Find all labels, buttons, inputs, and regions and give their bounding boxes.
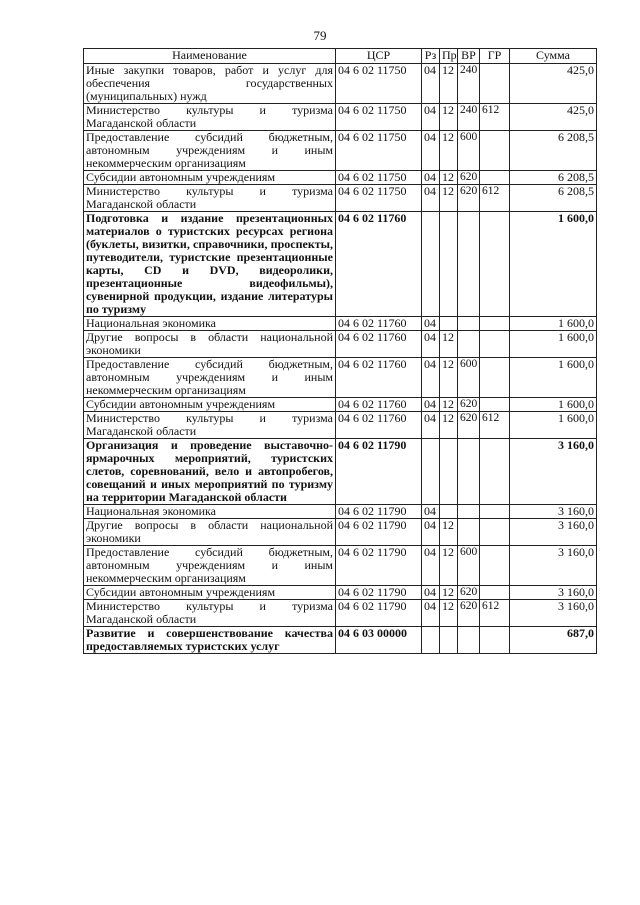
row-csr: 04 6 02 11790 xyxy=(336,505,422,519)
row-csr: 04 6 02 11790 xyxy=(336,586,422,600)
row-name: Иные закупки товаров, работ и услуг для обеспечения государственных (муниципальных) нужд xyxy=(84,64,336,104)
row-pr: 12 xyxy=(440,546,458,586)
page-number: 79 xyxy=(313,28,327,43)
row-pr: 12 xyxy=(440,185,458,212)
row-rz: 04 xyxy=(422,358,440,398)
row-rz xyxy=(422,627,440,654)
row-pr xyxy=(440,317,458,331)
table-row xyxy=(84,519,597,546)
row-name: Развитие и совершенствование качества предоставляемых туристских услуг xyxy=(84,627,336,654)
row-rz: 04 xyxy=(422,600,440,627)
row-sum: 425,0 xyxy=(510,64,597,104)
row-sum: 1 600,0 xyxy=(510,398,597,412)
row-gr xyxy=(480,171,510,185)
row-name: Предоставление субсидий бюджетным, автономным учреждениям и иным некоммерческим организациям xyxy=(84,546,336,586)
row-name: Министерство культуры и туризма Магаданской области xyxy=(84,185,336,212)
row-csr: 04 6 02 11790 xyxy=(336,519,422,546)
table-row xyxy=(84,600,597,627)
table-row xyxy=(84,412,597,439)
column-header-rz: Рз xyxy=(422,49,440,64)
row-pr: 12 xyxy=(440,398,458,412)
row-vr: 620 xyxy=(458,586,480,600)
row-gr: 612 xyxy=(480,600,510,627)
row-pr: 12 xyxy=(440,64,458,104)
row-rz xyxy=(422,212,440,317)
table-row xyxy=(84,185,597,212)
table-row xyxy=(84,586,597,600)
row-rz: 04 xyxy=(422,131,440,171)
row-pr: 12 xyxy=(440,104,458,131)
table-row xyxy=(84,398,597,412)
row-vr: 620 xyxy=(458,412,480,439)
row-pr: 12 xyxy=(440,171,458,185)
row-csr: 04 6 02 11750 xyxy=(336,64,422,104)
column-header-gr: ГР xyxy=(480,49,510,64)
row-csr: 04 6 02 11760 xyxy=(336,212,422,317)
row-vr xyxy=(458,505,480,519)
row-name: Подготовка и издание презентационных материалов о туристских ресурсах региона (буклеты, визитки, справочники, проспекты, путеводители, туристские презентационные карты, CD и DVD, видеоролики, презентационные видеофильмы), сувенирной продукции, издание литературы по туризму xyxy=(84,212,336,317)
row-rz: 04 xyxy=(422,546,440,586)
row-gr xyxy=(480,358,510,398)
row-rz xyxy=(422,439,440,505)
row-sum: 3 160,0 xyxy=(510,439,597,505)
row-name: Другие вопросы в области национальной экономики xyxy=(84,519,336,546)
table-row xyxy=(84,439,597,505)
row-name: Министерство культуры и туризма Магаданской области xyxy=(84,412,336,439)
row-csr: 04 6 02 11750 xyxy=(336,131,422,171)
row-rz: 04 xyxy=(422,104,440,131)
row-pr: 12 xyxy=(440,131,458,171)
row-csr: 04 6 02 11790 xyxy=(336,439,422,505)
table-row xyxy=(84,171,597,185)
row-csr: 04 6 02 11760 xyxy=(336,331,422,358)
row-rz: 04 xyxy=(422,412,440,439)
row-vr xyxy=(458,519,480,546)
row-gr xyxy=(480,212,510,317)
row-name: Организация и проведение выставочно-ярмарочных мероприятий, туристских слетов, соревнований, вело и автопробегов, совещаний и иных мероприятий по туризму на территории Магаданской области xyxy=(84,439,336,505)
row-sum: 6 208,5 xyxy=(510,185,597,212)
row-rz: 04 xyxy=(422,64,440,104)
row-csr: 04 6 02 11750 xyxy=(336,171,422,185)
row-vr xyxy=(458,627,480,654)
row-sum: 6 208,5 xyxy=(510,131,597,171)
row-gr xyxy=(480,64,510,104)
row-name: Национальная экономика xyxy=(84,505,336,519)
row-gr xyxy=(480,627,510,654)
row-sum: 3 160,0 xyxy=(510,600,597,627)
row-pr: 12 xyxy=(440,600,458,627)
row-pr: 12 xyxy=(440,358,458,398)
row-pr: 12 xyxy=(440,519,458,546)
row-pr xyxy=(440,212,458,317)
row-gr xyxy=(480,131,510,171)
row-gr xyxy=(480,586,510,600)
row-sum: 1 600,0 xyxy=(510,317,597,331)
row-gr xyxy=(480,505,510,519)
row-pr xyxy=(440,439,458,505)
column-header-vr: ВР xyxy=(458,49,480,64)
row-vr: 620 xyxy=(458,185,480,212)
row-vr: 240 xyxy=(458,64,480,104)
row-vr xyxy=(458,317,480,331)
table-row xyxy=(84,546,597,586)
row-name: Национальная экономика xyxy=(84,317,336,331)
table-row xyxy=(84,505,597,519)
row-pr: 12 xyxy=(440,331,458,358)
row-name: Другие вопросы в области национальной экономики xyxy=(84,331,336,358)
row-csr: 04 6 02 11760 xyxy=(336,317,422,331)
table-header-row xyxy=(84,49,597,64)
row-csr: 04 6 02 11750 xyxy=(336,104,422,131)
row-vr: 620 xyxy=(458,171,480,185)
row-pr xyxy=(440,627,458,654)
table-row xyxy=(84,627,597,654)
column-header-pr: Пр xyxy=(440,49,458,64)
row-csr: 04 6 02 11790 xyxy=(336,546,422,586)
table-row xyxy=(84,131,597,171)
row-sum: 6 208,5 xyxy=(510,171,597,185)
row-csr: 04 6 03 00000 xyxy=(336,627,422,654)
row-sum: 425,0 xyxy=(510,104,597,131)
column-header-sum: Сумма xyxy=(510,49,597,64)
row-vr: 620 xyxy=(458,600,480,627)
table-row xyxy=(84,104,597,131)
row-csr: 04 6 02 11790 xyxy=(336,600,422,627)
row-name: Предоставление субсидий бюджетным, автономным учреждениям и иным некоммерческим организациям xyxy=(84,358,336,398)
table-row xyxy=(84,64,597,104)
row-name: Субсидии автономным учреждениям xyxy=(84,398,336,412)
row-gr xyxy=(480,331,510,358)
row-name: Субсидии автономным учреждениям xyxy=(84,171,336,185)
row-gr: 612 xyxy=(480,104,510,131)
column-header-csr: ЦСР xyxy=(336,49,422,64)
row-name: Предоставление субсидий бюджетным, автономным учреждениям и иным некоммерческим организациям xyxy=(84,131,336,171)
row-csr: 04 6 02 11760 xyxy=(336,358,422,398)
row-gr xyxy=(480,317,510,331)
row-sum: 3 160,0 xyxy=(510,519,597,546)
table-row xyxy=(84,317,597,331)
row-vr xyxy=(458,212,480,317)
row-sum: 687,0 xyxy=(510,627,597,654)
row-gr: 612 xyxy=(480,412,510,439)
row-sum: 1 600,0 xyxy=(510,331,597,358)
row-vr xyxy=(458,439,480,505)
budget-table xyxy=(83,48,597,654)
row-rz: 04 xyxy=(422,331,440,358)
table-row xyxy=(84,212,597,317)
row-vr: 620 xyxy=(458,398,480,412)
row-sum: 1 600,0 xyxy=(510,358,597,398)
row-pr: 12 xyxy=(440,412,458,439)
row-vr xyxy=(458,331,480,358)
column-header-name: Наименование xyxy=(84,49,336,64)
row-sum: 1 600,0 xyxy=(510,412,597,439)
row-gr: 612 xyxy=(480,185,510,212)
row-rz: 04 xyxy=(422,586,440,600)
row-sum: 3 160,0 xyxy=(510,505,597,519)
row-rz: 04 xyxy=(422,171,440,185)
row-name: Министерство культуры и туризма Магаданской области xyxy=(84,104,336,131)
row-rz: 04 xyxy=(422,519,440,546)
table-row xyxy=(84,331,597,358)
row-rz: 04 xyxy=(422,505,440,519)
row-rz: 04 xyxy=(422,185,440,212)
table-row xyxy=(84,358,597,398)
row-gr xyxy=(480,398,510,412)
row-csr: 04 6 02 11760 xyxy=(336,412,422,439)
row-csr: 04 6 02 11760 xyxy=(336,398,422,412)
row-vr: 600 xyxy=(458,546,480,586)
row-sum: 3 160,0 xyxy=(510,546,597,586)
row-csr: 04 6 02 11750 xyxy=(336,185,422,212)
row-name: Субсидии автономным учреждениям xyxy=(84,586,336,600)
row-pr xyxy=(440,505,458,519)
row-vr: 600 xyxy=(458,358,480,398)
row-gr xyxy=(480,519,510,546)
row-vr: 600 xyxy=(458,131,480,171)
row-sum: 1 600,0 xyxy=(510,212,597,317)
row-name: Министерство культуры и туризма Магаданской области xyxy=(84,600,336,627)
row-rz: 04 xyxy=(422,398,440,412)
row-vr: 240 xyxy=(458,104,480,131)
row-sum: 3 160,0 xyxy=(510,586,597,600)
row-pr: 12 xyxy=(440,586,458,600)
row-rz: 04 xyxy=(422,317,440,331)
row-gr xyxy=(480,439,510,505)
row-gr xyxy=(480,546,510,586)
